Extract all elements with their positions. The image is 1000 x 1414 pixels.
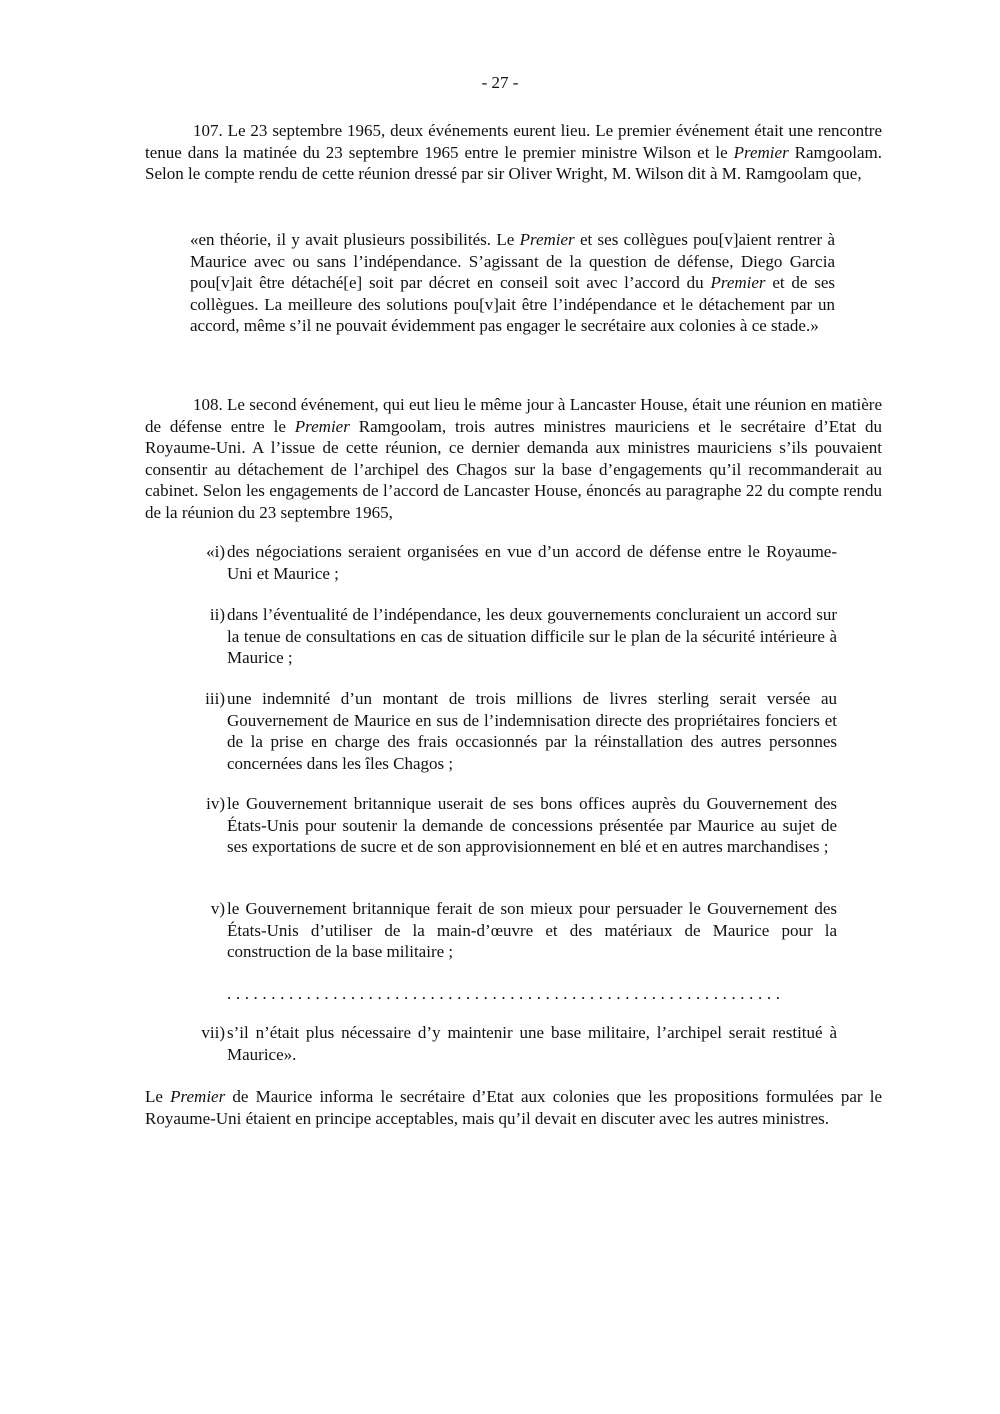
closing-text-a: Le	[145, 1087, 171, 1106]
list-item-label: iii)	[205, 689, 225, 708]
list-item-text: dans l’éventualité de l’indépendance, les deux gouvernements concluraient un accord sur la tenue de consultations en cas de situation difficile sur le plan de la sécurité intérieure à Maurice ;	[227, 605, 837, 667]
list-item-label: «i)	[206, 542, 225, 561]
quote-text-a: «en théorie, il y avait plusieurs possibilités. Le	[190, 230, 520, 249]
paragraph-108-italic: Premier	[294, 416, 350, 436]
quote-block	[190, 229, 835, 337]
ellipsis-line: ...............................................................	[227, 984, 785, 1003]
quote-italic-d: Premier	[710, 273, 766, 292]
list-item-label: ii)	[209, 605, 225, 624]
list-item-text: le Gouvernement britannique userait de ses bons offices auprès du Gouvernement des États-Unis pour soutenir la demande de concessions présentée par Maurice au sujet de ses exportations de sucre et de son approvisionnement en blé et en autres marchandises ;	[227, 794, 837, 856]
paragraph-108-text-a: 108. Le second événement, qui eut lieu le même jour à Lancaster House, était une réunion en matière de défense entre le	[145, 395, 882, 436]
closing-paragraph	[145, 1086, 882, 1129]
quote-italic-b: Premier	[519, 230, 575, 249]
page-number: - 27 -	[481, 73, 519, 92]
list-item-label: iv)	[206, 794, 225, 813]
paragraph-107-text-a: 107. Le 23 septembre 1965, deux événements eurent lieu. Le premier événement était une rencontre tenue dans la matinée du 23 septembre 1965 entre le premier ministre Wilson et le	[145, 121, 882, 162]
list-item-text: le Gouvernement britannique ferait de son mieux pour persuader le Gouvernement des États-Unis d’utiliser de la main-d’œuvre et des matériaux de Maurice pour la construction de la base militaire ;	[227, 899, 837, 961]
closing-text-c: de Maurice informa le secrétaire d’Etat aux colonies que les propositions formulées par le Royaume-Uni étaient en principe acceptables, mais qu’il devait en discuter avec les autres ministres.	[145, 1087, 882, 1128]
list-item-text: une indemnité d’un montant de trois millions de livres sterling serait versée au Gouvernement de Maurice en sus de l’indemnisation directe des propriétaires fonciers et de la prise en charge des frais occasionnés par la réinstallation des autres personnes concernées dans les îles Chagos ;	[227, 689, 837, 773]
quote-text-c: et ses collègues pou[v]aient rentrer à Maurice avec ou sans l’indépendance. S’agissant de la question de défense, Diego Garcia pou[v]ait être détaché[e] soit par décret en conseil soit avec l’accord du	[190, 230, 835, 292]
list-item-text: des négociations seraient organisées en vue d’un accord de défense entre le Royaume-Uni et Maurice ;	[227, 542, 837, 583]
list-item-text: s’il n’était plus nécessaire d’y maintenir une base militaire, l’archipel serait restitué à Maurice».	[227, 1023, 837, 1064]
list-item-label: vii)	[201, 1023, 225, 1042]
closing-italic: Premier	[170, 1087, 226, 1106]
paragraph-107-text-c: Ramgoolam. Selon le compte rendu de cette réunion dressé par sir Oliver Wright, M. Wilson dit à M. Ramgoolam que,	[145, 142, 882, 183]
paragraph-108-text-c: Ramgoolam, trois autres ministres mauriciens et le secrétaire d’Etat du Royaume-Uni. A l’issue de cette réunion, ce dernier demanda aux ministres mauriciens s’ils pouvaient consentir au détachement de l’archipel des Chagos sur la base d’engagements qu’il recommanderait au cabinet. Selon les engagements de l’accord de Lancaster House, énoncés au paragraphe 22 du compte rendu de la réunion du 23 septembre 1965,	[145, 416, 883, 522]
paragraph-107-italic: Premier	[733, 142, 789, 162]
paragraph-108	[145, 394, 882, 523]
paragraph-107	[145, 120, 882, 185]
list-item-label: v)	[210, 899, 225, 918]
quote-text-e: et de ses collègues. La meilleure des solutions pou[v]ait être l’indépendance et le détachement par un accord, même s’il ne pouvait évidemment pas engager le secrétaire aux colonies à ce stade.»	[190, 273, 836, 335]
